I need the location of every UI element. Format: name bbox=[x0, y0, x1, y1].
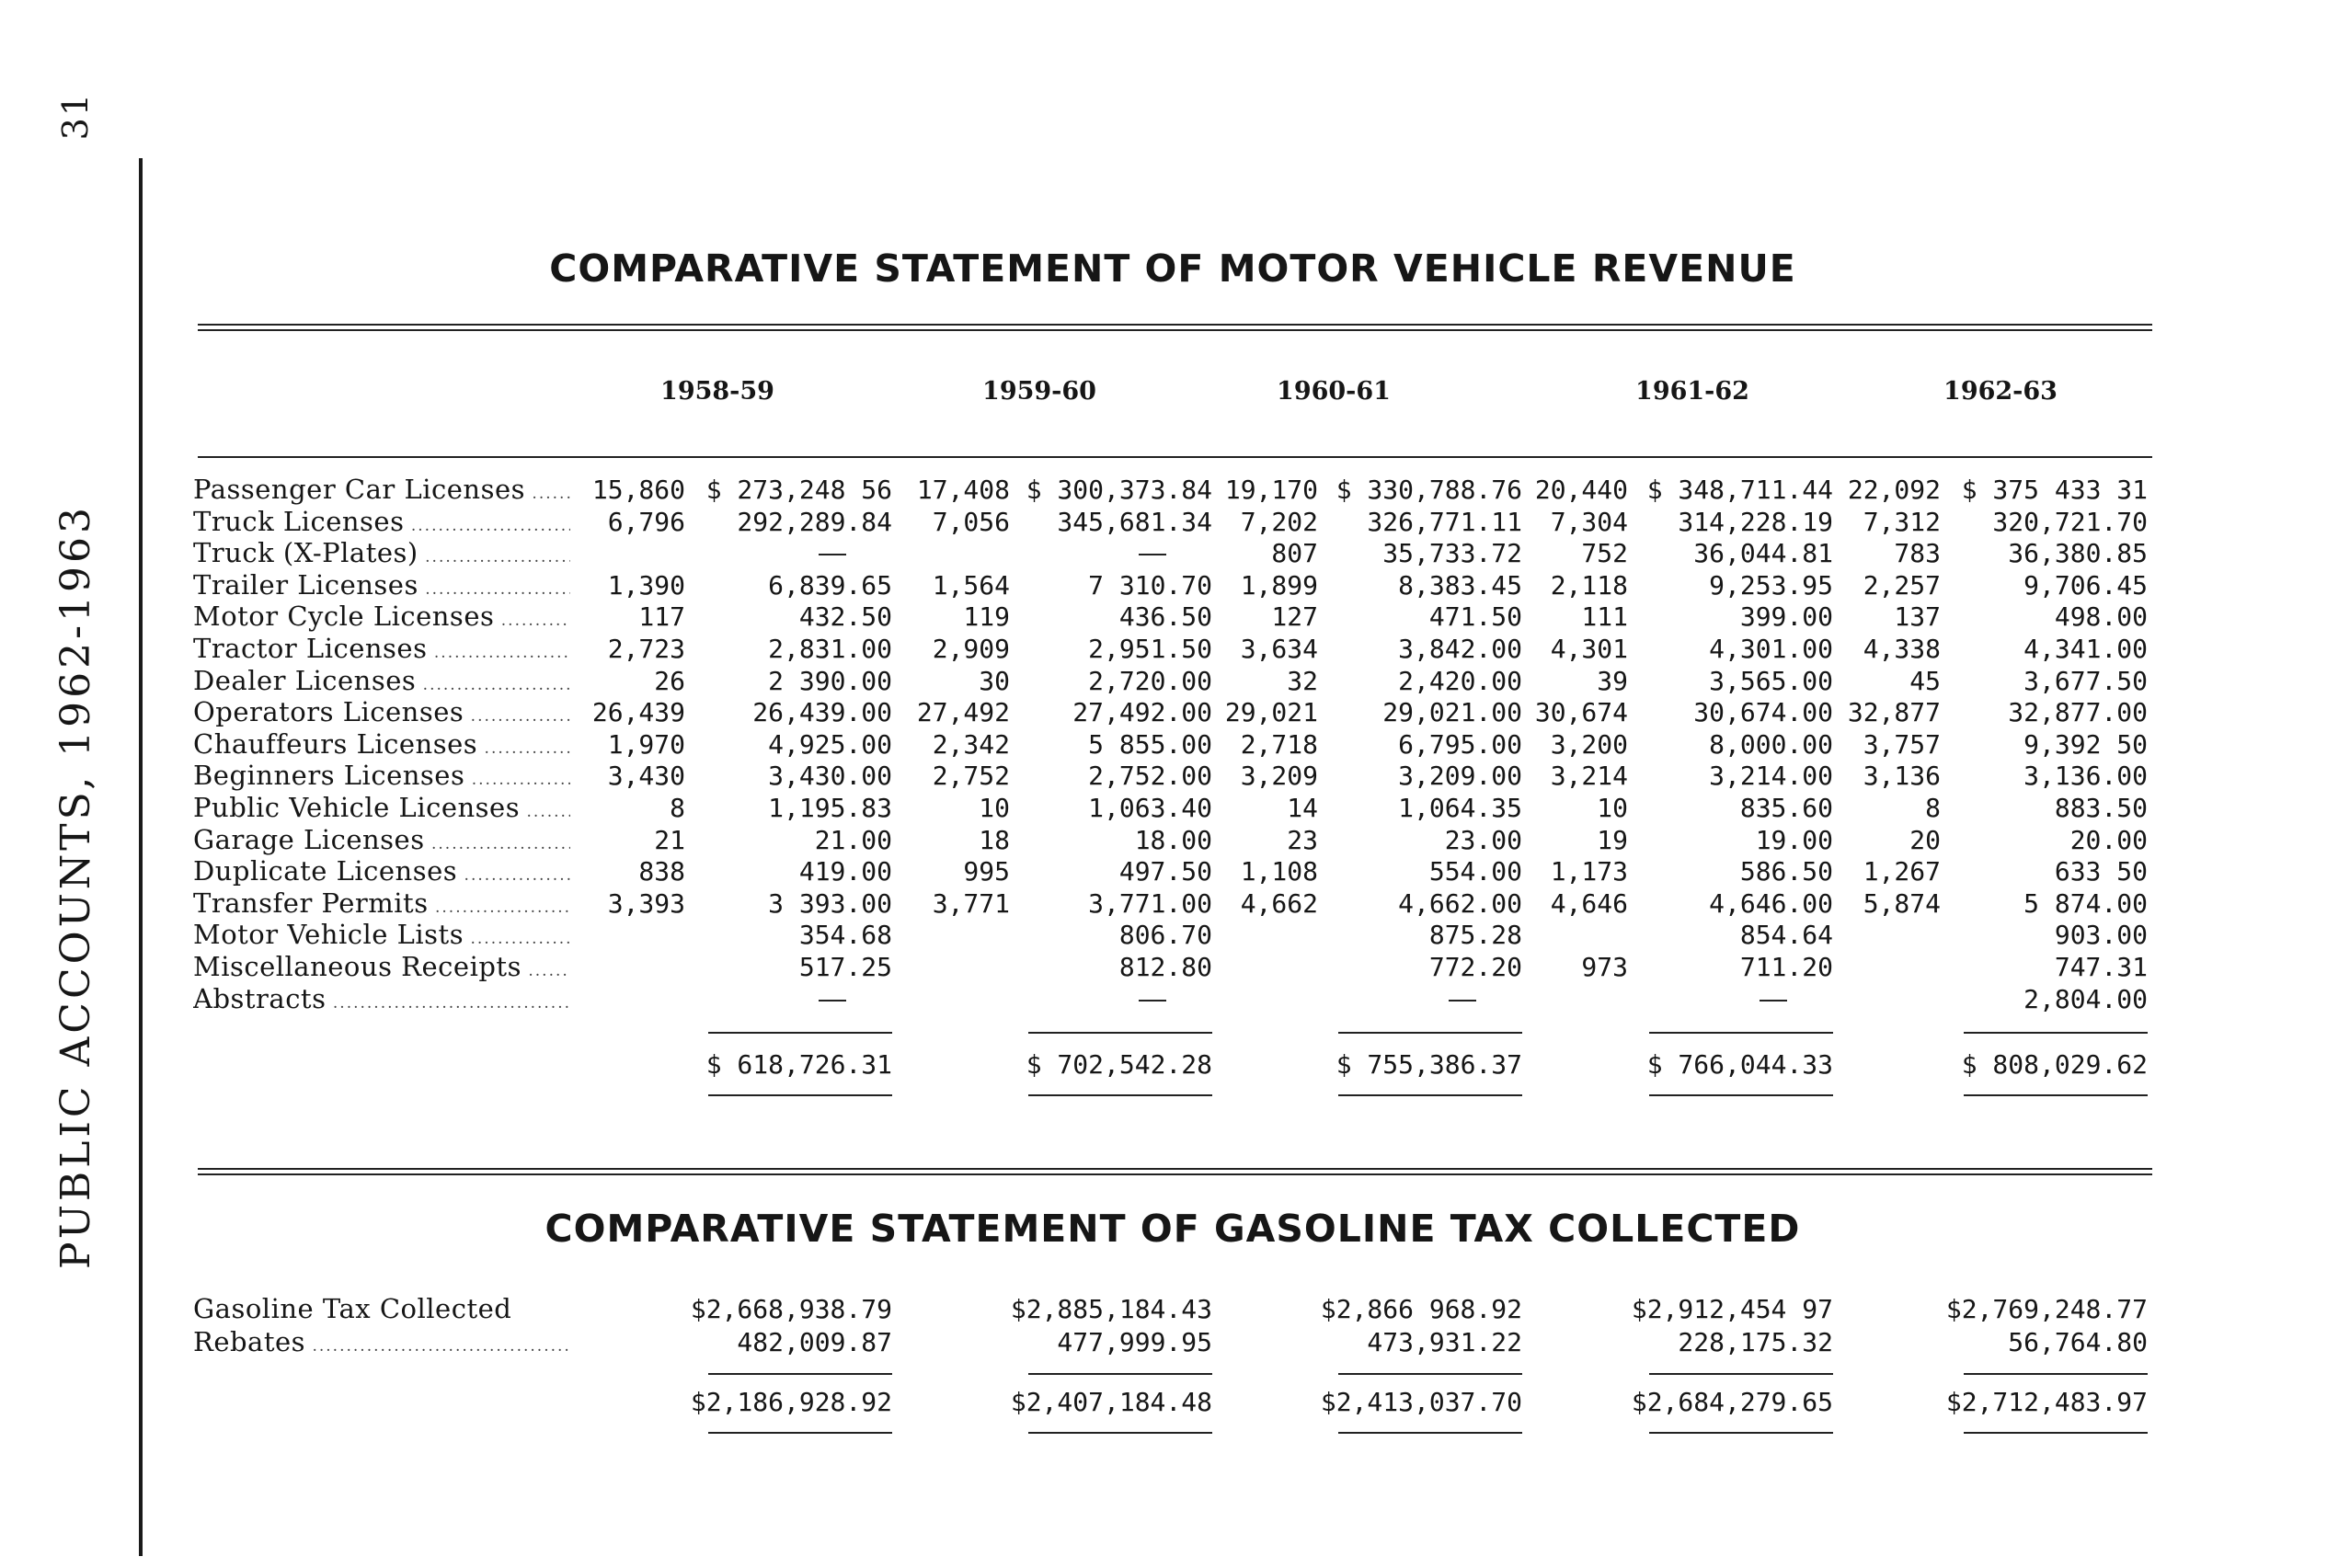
amount-cell: 30,674.00 bbox=[1693, 697, 1833, 728]
amount-cell: 883.50 bbox=[2054, 793, 2148, 823]
amount-cell: 711.20 bbox=[1739, 952, 1833, 982]
row-label: Tractor Licenses ..... bbox=[193, 633, 570, 665]
total-rule-bottom bbox=[1338, 1094, 1522, 1096]
count-cell: 7,202 bbox=[1240, 506, 1318, 537]
count-cell: 29,021 bbox=[1224, 697, 1318, 728]
gas-amount-cell: $2,866 968.92 bbox=[1320, 1294, 1522, 1324]
count-cell: 21 bbox=[654, 824, 685, 855]
amount-cell: 2,804.00 bbox=[2023, 983, 2148, 1014]
count-cell bbox=[1198, 951, 1318, 983]
amount-cell: 4,925.00 bbox=[768, 728, 892, 760]
amount-cell: 3,677.50 bbox=[2023, 665, 2148, 696]
dash-mark bbox=[819, 1000, 846, 1001]
dash-mark bbox=[1139, 554, 1166, 555]
amount-cell: 854.64 bbox=[1739, 920, 1833, 951]
count-cell: 4,646 bbox=[1550, 887, 1628, 919]
header-bottom-rule bbox=[198, 456, 2152, 458]
count-cell: 4,301 bbox=[1550, 634, 1628, 664]
count-cell: 8 bbox=[670, 793, 685, 823]
motor-total: $ 766,044.33 bbox=[1646, 1049, 1833, 1080]
gas-total: $2,413,037.70 bbox=[1320, 1387, 1522, 1417]
dash-mark bbox=[819, 554, 846, 555]
amount-cell: 8,383.45 bbox=[1398, 569, 1522, 601]
amount-cell: 875.28 bbox=[1428, 920, 1522, 951]
amount-cell bbox=[681, 537, 892, 569]
count-cell bbox=[566, 951, 685, 983]
gasoline-tax-title: COMPARATIVE STATEMENT OF GASOLINE TAX COLLECTED bbox=[545, 1207, 1801, 1251]
amount-cell: 3,771.00 bbox=[1088, 887, 1212, 919]
amount-cell: 5 874.00 bbox=[2023, 887, 2148, 919]
gas-total: $2,407,184.48 bbox=[1010, 1387, 1212, 1417]
amount-cell: 3,565.00 bbox=[1709, 665, 1833, 696]
count-cell: 2,718 bbox=[1240, 728, 1318, 760]
count-cell: 32,877 bbox=[1847, 697, 1941, 728]
amount-cell: 36,380.85 bbox=[2008, 538, 2148, 569]
amount-cell: 812.80 bbox=[1118, 952, 1212, 982]
count-cell: 783 bbox=[1894, 538, 1941, 569]
count-cell: 838 bbox=[638, 856, 685, 887]
count-cell: 27,492 bbox=[916, 697, 1010, 728]
gas-total: $2,684,279.65 bbox=[1631, 1387, 1833, 1417]
count-cell bbox=[1821, 983, 1941, 1015]
count-cell: 117 bbox=[638, 601, 685, 633]
total-rule-bottom bbox=[708, 1094, 892, 1096]
amount-cell: 20.00 bbox=[2069, 824, 2148, 855]
gas-total-rule-top bbox=[708, 1373, 892, 1375]
amount-cell: 432.50 bbox=[798, 601, 892, 633]
amount-cell: 19.00 bbox=[1755, 824, 1833, 855]
amount-cell: 8,000.00 bbox=[1709, 728, 1833, 760]
count-cell: 17,408 bbox=[916, 475, 1010, 505]
total-rule-top bbox=[1028, 1032, 1212, 1034]
count-cell bbox=[566, 983, 685, 1015]
amount-cell: 1,064.35 bbox=[1398, 793, 1522, 823]
amount-cell bbox=[1001, 537, 1212, 569]
row-label: Motor Vehicle Lists ..... bbox=[193, 919, 570, 951]
count-cell bbox=[890, 537, 1010, 569]
amount-cell: $ 273,248 56 bbox=[705, 475, 892, 505]
amount-cell: $ 330,788.76 bbox=[1335, 475, 1522, 505]
count-cell: 752 bbox=[1581, 538, 1628, 569]
count-cell bbox=[1508, 983, 1628, 1015]
gas-amount-cell: $2,885,184.43 bbox=[1010, 1294, 1212, 1324]
gas-total-rule-bottom bbox=[1028, 1432, 1212, 1434]
count-cell bbox=[890, 983, 1010, 1015]
amount-cell: 2,831.00 bbox=[768, 634, 892, 664]
count-cell: 2,909 bbox=[932, 634, 1010, 664]
amount-cell: 5 855.00 bbox=[1088, 728, 1212, 760]
amount-cell: 419.00 bbox=[798, 856, 892, 887]
count-cell: 1,564 bbox=[932, 569, 1010, 601]
amount-cell: 1,195.83 bbox=[768, 793, 892, 823]
count-cell: 26 bbox=[654, 665, 685, 696]
gas-amount-cell: $2,769,248.77 bbox=[1945, 1294, 2148, 1324]
amount-cell: 320,721.70 bbox=[1992, 506, 2148, 537]
amount-cell: 2,720.00 bbox=[1088, 665, 1212, 696]
amount-cell: 3,209.00 bbox=[1398, 761, 1522, 792]
gas-total-rule-top bbox=[1964, 1373, 2148, 1375]
count-cell: 15,860 bbox=[591, 475, 685, 505]
count-cell: 3,209 bbox=[1240, 761, 1318, 792]
motor-total: $ 702,542.28 bbox=[1026, 1049, 1212, 1080]
amount-cell: 399.00 bbox=[1739, 601, 1833, 633]
gas-total: $2,712,483.97 bbox=[1945, 1387, 2148, 1417]
amount-cell: 2,752.00 bbox=[1088, 761, 1212, 792]
row-label: Beginners Licenses ..... bbox=[193, 760, 570, 792]
amount-cell: 354.68 bbox=[798, 920, 892, 951]
amount-cell: 36,044.81 bbox=[1693, 538, 1833, 569]
amount-cell: 3 393.00 bbox=[768, 887, 892, 919]
total-rule-bottom bbox=[1649, 1094, 1833, 1096]
count-cell: 973 bbox=[1581, 952, 1628, 982]
amount-cell: 4,662.00 bbox=[1398, 887, 1522, 919]
amount-cell: 314,228.19 bbox=[1678, 506, 1833, 537]
gas-amount-cell: $2,668,938.79 bbox=[690, 1294, 892, 1324]
amount-cell: 345,681.34 bbox=[1057, 506, 1212, 537]
count-cell: 3,430 bbox=[607, 761, 685, 792]
year-header: 1959-60 bbox=[982, 377, 1096, 406]
count-cell: 1,899 bbox=[1240, 569, 1318, 601]
amount-cell: 26,439.00 bbox=[752, 697, 892, 728]
count-cell: 119 bbox=[963, 601, 1010, 633]
motor-total: $ 618,726.31 bbox=[705, 1049, 892, 1080]
gas-amount-cell: 473,931.22 bbox=[1367, 1327, 1522, 1357]
motor-total: $ 755,386.37 bbox=[1335, 1049, 1522, 1080]
total-rule-top bbox=[1649, 1032, 1833, 1034]
row-label: Garage Licenses ..... bbox=[193, 824, 570, 856]
count-cell: 3,757 bbox=[1863, 728, 1941, 760]
amount-cell: 4,301.00 bbox=[1709, 634, 1833, 664]
gas-total: $2,186,928.92 bbox=[690, 1387, 892, 1417]
count-cell: 20 bbox=[1909, 824, 1941, 855]
gas-total-rule-bottom bbox=[1338, 1432, 1522, 1434]
amount-cell: 772.20 bbox=[1428, 952, 1522, 982]
gas-total-rule-bottom bbox=[1964, 1432, 2148, 1434]
amount-cell: 3,430.00 bbox=[768, 761, 892, 792]
count-cell: 1,108 bbox=[1240, 856, 1318, 887]
total-rule-top bbox=[1964, 1032, 2148, 1034]
count-cell bbox=[890, 919, 1010, 951]
count-cell: 4,662 bbox=[1240, 887, 1318, 919]
amount-cell: $ 300,373.84 bbox=[1026, 475, 1212, 505]
count-cell: 39 bbox=[1597, 665, 1628, 696]
table-top-rule-2 bbox=[198, 329, 2152, 331]
row-label: Miscellaneous Receipts ..... bbox=[193, 951, 570, 983]
count-cell: 1,267 bbox=[1863, 856, 1941, 887]
amount-cell: 2,420.00 bbox=[1398, 665, 1522, 696]
count-cell: 111 bbox=[1581, 601, 1628, 633]
amount-cell: 517.25 bbox=[798, 952, 892, 982]
gas-total-rule-bottom bbox=[708, 1432, 892, 1434]
year-header: 1958-59 bbox=[660, 377, 774, 406]
count-cell: 10 bbox=[979, 793, 1010, 823]
gas-amount-cell: 482,009.87 bbox=[737, 1327, 892, 1357]
count-cell bbox=[1821, 951, 1941, 983]
amount-cell: 554.00 bbox=[1428, 856, 1522, 887]
count-cell: 32 bbox=[1287, 665, 1318, 696]
amount-cell: 3,214.00 bbox=[1709, 761, 1833, 792]
total-rule-bottom bbox=[1964, 1094, 2148, 1096]
row-label: Truck Licenses ..... bbox=[193, 506, 570, 538]
amount-cell: 436.50 bbox=[1118, 601, 1212, 633]
amount-cell: 806.70 bbox=[1118, 920, 1212, 951]
count-cell: 2,257 bbox=[1863, 569, 1941, 601]
amount-cell: 498.00 bbox=[2054, 601, 2148, 633]
count-cell: 2,723 bbox=[607, 634, 685, 664]
dash-mark bbox=[1449, 1000, 1476, 1001]
count-cell: 8 bbox=[1925, 793, 1941, 823]
count-cell: 2,118 bbox=[1550, 569, 1628, 601]
amount-cell: 6,839.65 bbox=[768, 569, 892, 601]
amount-cell: 35,733.72 bbox=[1382, 538, 1522, 569]
row-label: Chauffeurs Licenses ..... bbox=[193, 728, 570, 761]
gas-row-label: Gasoline Tax Collected bbox=[193, 1293, 512, 1324]
count-cell bbox=[1821, 919, 1941, 951]
amount-cell: 1,063.40 bbox=[1088, 793, 1212, 823]
count-cell: 22,092 bbox=[1847, 475, 1941, 505]
gas-amount-cell: 56,764.80 bbox=[2008, 1327, 2148, 1357]
count-cell: 807 bbox=[1271, 538, 1318, 569]
amount-cell: 2 390.00 bbox=[768, 665, 892, 696]
amount-cell: 586.50 bbox=[1739, 856, 1833, 887]
amount-cell: 9,253.95 bbox=[1709, 569, 1833, 601]
count-cell: 30,674 bbox=[1534, 697, 1628, 728]
count-cell: 7,056 bbox=[932, 506, 1010, 537]
amount-cell: 7 310.70 bbox=[1088, 569, 1212, 601]
count-cell: 3,214 bbox=[1550, 761, 1628, 792]
amount-cell: $ 348,711.44 bbox=[1646, 475, 1833, 505]
year-header: 1961-62 bbox=[1635, 377, 1749, 406]
count-cell: 45 bbox=[1909, 665, 1941, 696]
amount-cell: 23.00 bbox=[1444, 824, 1522, 855]
total-rule-top bbox=[1338, 1032, 1522, 1034]
dash-mark bbox=[1760, 1000, 1787, 1001]
count-cell: 30 bbox=[979, 665, 1010, 696]
row-label: Truck (X-Plates) ..... bbox=[193, 537, 570, 569]
row-label: Abstracts ..... bbox=[193, 983, 570, 1015]
count-cell: 3,634 bbox=[1240, 634, 1318, 664]
year-header: 1962-63 bbox=[1943, 377, 2058, 406]
motor-vehicle-title: COMPARATIVE STATEMENT OF MOTOR VEHICLE REVENUE bbox=[549, 246, 1796, 291]
amount-cell bbox=[1001, 983, 1212, 1015]
amount-cell: 747.31 bbox=[2054, 952, 2148, 982]
amount-cell: 497.50 bbox=[1118, 856, 1212, 887]
count-cell: 19,170 bbox=[1224, 475, 1318, 505]
page-number: 31 bbox=[55, 92, 96, 141]
amount-cell bbox=[681, 983, 892, 1015]
amount-cell bbox=[1622, 983, 1833, 1015]
gas-amount-cell: 228,175.32 bbox=[1678, 1327, 1833, 1357]
count-cell: 2,342 bbox=[932, 728, 1010, 760]
count-cell: 5,874 bbox=[1863, 887, 1941, 919]
amount-cell: 27,492.00 bbox=[1072, 697, 1212, 728]
count-cell: 6,796 bbox=[607, 506, 685, 537]
count-cell bbox=[1198, 983, 1318, 1015]
gas-total-rule-top bbox=[1028, 1373, 1212, 1375]
year-header: 1960-61 bbox=[1277, 377, 1391, 406]
section-divider-rule-2 bbox=[198, 1173, 2152, 1175]
gas-row-label: Rebates ..... bbox=[193, 1326, 570, 1358]
amount-cell: 633 50 bbox=[2054, 856, 2148, 887]
amount-cell: 3,136.00 bbox=[2023, 761, 2148, 792]
count-cell bbox=[890, 951, 1010, 983]
amount-cell: 903.00 bbox=[2054, 920, 2148, 951]
gas-amount-cell: $2,912,454 97 bbox=[1631, 1294, 1833, 1324]
count-cell: 2,752 bbox=[932, 761, 1010, 792]
count-cell: 7,312 bbox=[1863, 506, 1941, 537]
amount-cell: 835.60 bbox=[1739, 793, 1833, 823]
amount-cell: 29,021.00 bbox=[1382, 697, 1522, 728]
count-cell bbox=[1508, 919, 1628, 951]
count-cell: 14 bbox=[1287, 793, 1318, 823]
amount-cell: 18.00 bbox=[1134, 824, 1212, 855]
dash-mark bbox=[1139, 1000, 1166, 1001]
table-top-rule bbox=[198, 324, 2152, 326]
count-cell: 7,304 bbox=[1550, 506, 1628, 537]
amount-cell: 4,646.00 bbox=[1709, 887, 1833, 919]
amount-cell bbox=[1311, 983, 1522, 1015]
count-cell: 19 bbox=[1597, 824, 1628, 855]
count-cell: 3,200 bbox=[1550, 728, 1628, 760]
amount-cell: 6,795.00 bbox=[1398, 728, 1522, 760]
amount-cell: 4,341.00 bbox=[2023, 634, 2148, 664]
amount-cell: 32,877.00 bbox=[2008, 697, 2148, 728]
gas-amount-cell: 477,999.95 bbox=[1057, 1327, 1212, 1357]
count-cell: 1,173 bbox=[1550, 856, 1628, 887]
amount-cell: 3,842.00 bbox=[1398, 634, 1522, 664]
gas-total-rule-top bbox=[1649, 1373, 1833, 1375]
amount-cell: 2,951.50 bbox=[1088, 634, 1212, 664]
row-label: Operators Licenses ..... bbox=[193, 696, 570, 728]
amount-cell: 9,392 50 bbox=[2023, 728, 2148, 760]
page-margin bbox=[11, 92, 140, 1306]
row-label: Passenger Car Licenses ..... bbox=[193, 474, 570, 506]
row-label: Trailer Licenses ..... bbox=[193, 569, 570, 601]
amount-cell: 21.00 bbox=[814, 824, 892, 855]
row-label: Transfer Permits ..... bbox=[193, 887, 570, 920]
count-cell bbox=[566, 537, 685, 569]
gas-total-rule-bottom bbox=[1649, 1432, 1833, 1434]
count-cell: 3,136 bbox=[1863, 761, 1941, 792]
count-cell: 10 bbox=[1597, 793, 1628, 823]
amount-cell: $ 375 433 31 bbox=[1961, 475, 2148, 505]
count-cell: 3,393 bbox=[607, 887, 685, 919]
count-cell: 20,440 bbox=[1534, 475, 1628, 505]
running-head: PUBLIC ACCOUNTS, 1962-1963 bbox=[52, 504, 99, 1269]
count-cell bbox=[566, 919, 685, 951]
count-cell bbox=[1198, 919, 1318, 951]
count-cell: 26,439 bbox=[591, 697, 685, 728]
motor-total: $ 808,029.62 bbox=[1961, 1049, 2148, 1080]
row-label: Duplicate Licenses ..... bbox=[193, 855, 570, 887]
count-cell: 1,390 bbox=[607, 569, 685, 601]
count-cell: 4,338 bbox=[1863, 634, 1941, 664]
amount-cell: 292,289.84 bbox=[737, 506, 892, 537]
count-cell: 127 bbox=[1271, 601, 1318, 633]
count-cell: 23 bbox=[1287, 824, 1318, 855]
total-rule-bottom bbox=[1028, 1094, 1212, 1096]
count-cell: 3,771 bbox=[932, 887, 1010, 919]
amount-cell: 326,771.11 bbox=[1367, 506, 1522, 537]
count-cell: 137 bbox=[1894, 601, 1941, 633]
section-divider-rule bbox=[198, 1168, 2152, 1170]
row-label: Dealer Licenses ..... bbox=[193, 665, 570, 697]
gas-total-rule-top bbox=[1338, 1373, 1522, 1375]
amount-cell: 9,706.45 bbox=[2023, 569, 2148, 601]
total-rule-top bbox=[708, 1032, 892, 1034]
amount-cell: 471.50 bbox=[1428, 601, 1522, 633]
count-cell: 18 bbox=[979, 824, 1010, 855]
row-label: Public Vehicle Licenses ..... bbox=[193, 792, 570, 824]
row-label: Motor Cycle Licenses ..... bbox=[193, 601, 570, 633]
count-cell: 995 bbox=[963, 856, 1010, 887]
count-cell: 1,970 bbox=[607, 728, 685, 760]
